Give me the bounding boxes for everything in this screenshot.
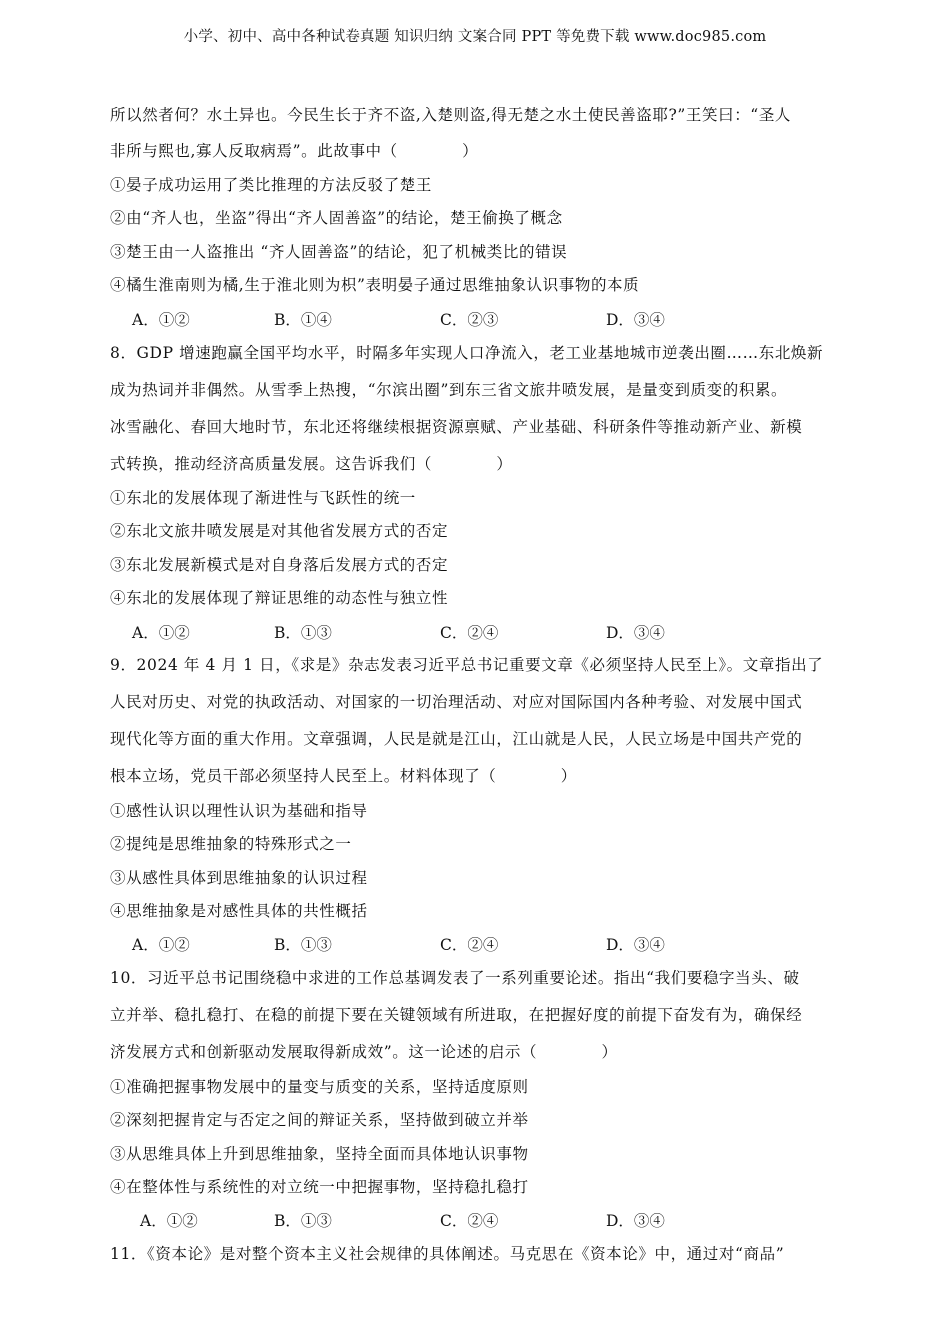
q9-stem-line-2: 人民对历史、对党的执政活动、对国家的一切治理活动、对应对国际国内各种考验、对发展中国式 — [110, 693, 803, 711]
q9-stem-line-4: 根本立场，党员干部必须坚持人民至上。材料体现了（ ） — [110, 767, 577, 785]
q8-option-b: B．①③ — [274, 624, 332, 642]
q7-statement-4: ④橘生淮南则为橘,生于淮北则为枳”表明晏子通过思维抽象认识事物的本质 — [110, 276, 640, 294]
q11-stem-line-1: 11．《资本论》是对整个资本主义社会规律的具体阐述。马克思在《资本论》中，通过对“商品” — [110, 1245, 785, 1263]
q8-option-a: A．①② — [132, 624, 190, 642]
q9-stem-line-3: 现代化等方面的重大作用。文章强调，人民是就是江山，江山就是人民，人民立场是中国共产党的 — [110, 730, 803, 748]
q7-stem-line-1: 所以然者何？水土异也。今民生长于齐不盗,入楚则盗,得无楚之水土使民善盗耶?”王笑曰：“圣人 — [110, 106, 792, 124]
q7-option-b: B．①④ — [274, 311, 332, 329]
q10-option-d: D．③④ — [606, 1212, 665, 1230]
q8-stem-line-3: 冰雪融化、春回大地时节，东北还将继续根据资源禀赋、产业基础、科研条件等推动新产业、新模 — [110, 418, 803, 436]
q7-stem-line-2: 非所与熙也,寡人反取病焉”。此故事中（ ） — [110, 142, 479, 160]
q10-statement-2: ②深刻把握肯定与否定之间的辩证关系，坚持做到破立并举 — [110, 1111, 529, 1129]
q8-statement-2: ②东北文旅井喷发展是对其他省发展方式的否定 — [110, 522, 449, 540]
q7-statement-2: ②由“齐人也，坐盗”得出“齐人固善盗”的结论，楚王偷换了概念 — [110, 209, 563, 227]
q8-option-c: C．②④ — [440, 624, 499, 642]
q9-option-b: B．①③ — [274, 936, 332, 954]
q8-statement-3: ③东北发展新模式是对自身落后发展方式的否定 — [110, 556, 449, 574]
q7-option-a: A．①② — [132, 311, 190, 329]
q8-stem-line-4: 式转换，推动经济高质量发展。这告诉我们（ ） — [110, 455, 513, 473]
q10-option-c: C．②④ — [440, 1212, 499, 1230]
q10-stem-line-2: 立并举、稳扎稳打、在稳的前提下要在关键领域有所进取，在把握好度的前提下奋发有为，确保经 — [110, 1006, 803, 1024]
q9-option-d: D．③④ — [606, 936, 665, 954]
q10-option-a: A．①② — [140, 1212, 198, 1230]
q8-statement-4: ④东北的发展体现了辩证思维的动态性与独立性 — [110, 589, 449, 607]
q8-option-d: D．③④ — [606, 624, 665, 642]
page-header: 小学、初中、高中各种试卷真题 知识归纳 文案合同 PPT 等免费下载 www.doc985.com — [183, 29, 767, 45]
q10-option-b: B．①③ — [274, 1212, 332, 1230]
q7-statement-1: ①晏子成功运用了类比推理的方法反驳了楚王 — [110, 176, 433, 194]
q9-statement-2: ②提纯是思维抽象的特殊形式之一 — [110, 835, 352, 853]
q10-statement-3: ③从思维具体上升到思维抽象，坚持全面而具体地认识事物 — [110, 1145, 529, 1163]
q8-statement-1: ①东北的发展体现了渐进性与飞跃性的统一 — [110, 489, 416, 507]
q9-statement-3: ③从感性具体到思维抽象的认识过程 — [110, 869, 368, 887]
q9-option-c: C．②④ — [440, 936, 499, 954]
q7-option-d: D．③④ — [606, 311, 665, 329]
q8-stem-line-2: 成为热词并非偶然。从雪季上热搜，“尔滨出圈”到东三省文旅井喷发展，是量变到质变的积累。 — [110, 381, 788, 399]
q9-option-a: A．①② — [132, 936, 190, 954]
q8-stem-line-1: 8．GDP 增速跑赢全国平均水平，时隔多年实现人口净流入，老工业基地城市逆袭出圈……东北焕新 — [110, 344, 824, 362]
q10-stem-line-3: 济发展方式和创新驱动发展取得新成效”。这一论述的启示（ ） — [110, 1043, 618, 1061]
q9-statement-1: ①感性认识以理性认识为基础和指导 — [110, 802, 368, 820]
q7-option-c: C．②③ — [440, 311, 499, 329]
q9-statement-4: ④思维抽象是对感性具体的共性概括 — [110, 902, 368, 920]
q7-statement-3: ③楚王由一人盗推出 “齐人固善盗”的结论，犯了机械类比的错误 — [110, 243, 568, 261]
q10-stem-line-1: 10．习近平总书记围绕稳中求进的工作总基调发表了一系列重要论述。指出“我们要稳字当头、破 — [110, 969, 800, 987]
q10-statement-1: ①准确把握事物发展中的量变与质变的关系，坚持适度原则 — [110, 1078, 529, 1096]
q10-statement-4: ④在整体性与系统性的对立统一中把握事物，坚持稳扎稳打 — [110, 1178, 529, 1196]
q9-stem-line-1: 9．2024 年 4 月 1 日，《求是》杂志发表习近平总书记重要文章《必须坚持人民至上》。文章指出了 — [110, 656, 824, 674]
